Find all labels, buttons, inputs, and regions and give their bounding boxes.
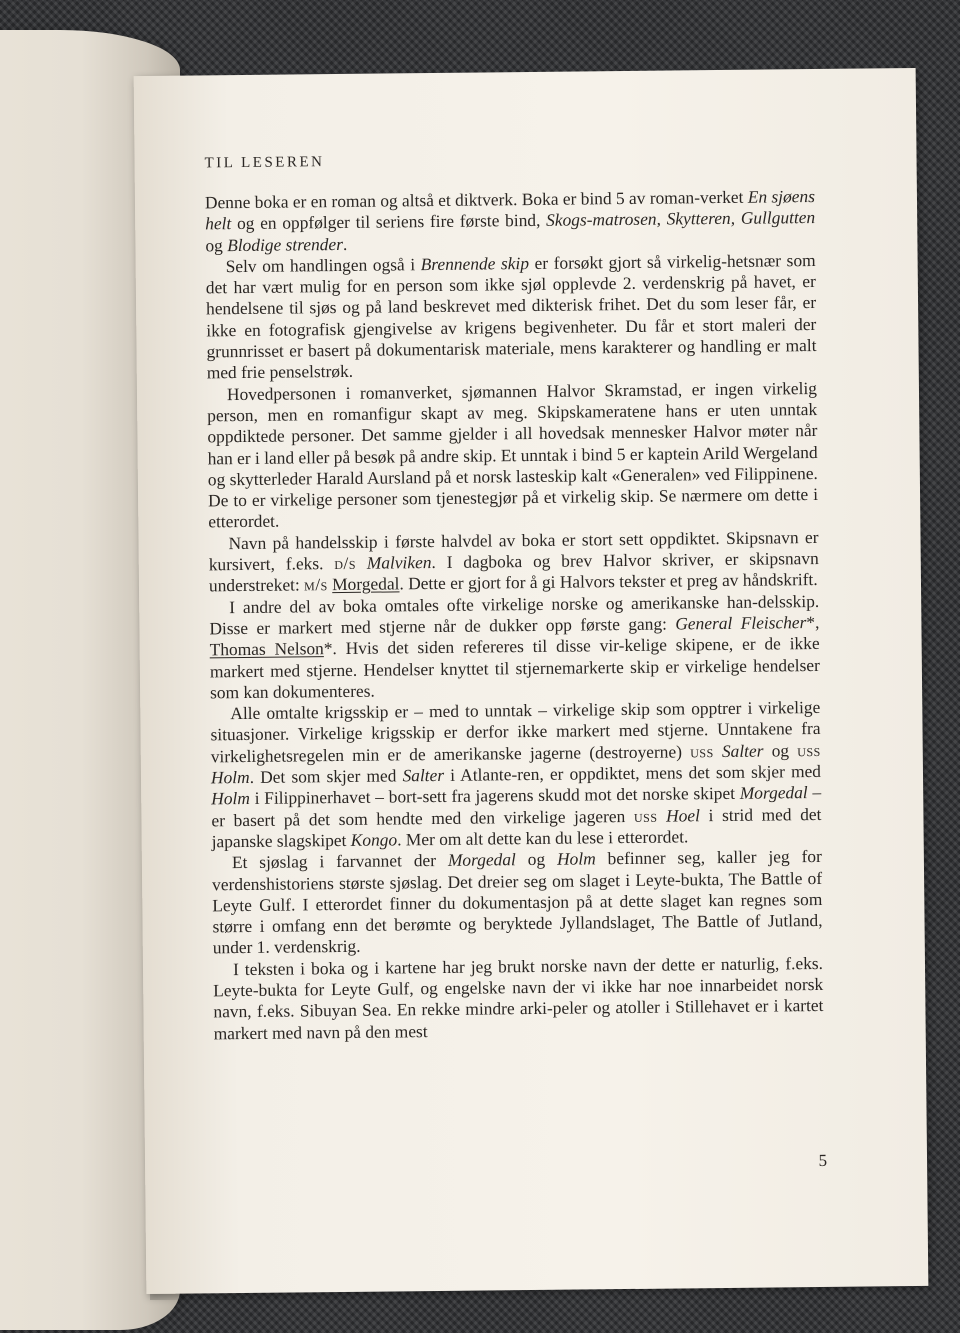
text-run: i Atlante-ren, er oppdiktet, mens det som skjer med bbox=[443, 760, 822, 785]
text-run: *. Hvis det siden refereres til disse vir-kelige skipene, er de ikke markert med stjerne. Hendelser knyttet til stjernemarkerte skip er virkelige hendelser som kan dokumenteres. bbox=[209, 633, 820, 703]
italic-ship-name: Holm bbox=[210, 766, 250, 788]
italic-ship-name: Morgedal bbox=[739, 782, 808, 804]
italic-ship-name: Salter bbox=[721, 740, 764, 761]
ship-prefix: uss bbox=[690, 740, 714, 762]
text-run: . bbox=[342, 233, 348, 254]
underlined-ship-name: Morgedal bbox=[332, 573, 400, 595]
text-run: og bbox=[205, 234, 228, 255]
text-run: – er basert på det som hendte med den virkelige jageren bbox=[211, 782, 822, 830]
italic-ship-name: Salter bbox=[402, 764, 445, 786]
italic-ship-name: Morgedal bbox=[447, 849, 516, 871]
paragraph-realism bbox=[206, 250, 817, 384]
text-run: Denne boka er en roman og altså et diktverk. Boka er bind 5 av roman-verket bbox=[204, 186, 748, 213]
text-run: er forsøkt gjort så virkelig-hetsnær som det har vært mulig for en person som ikke sjøl opplevde 2. verdenskrig på havet, er hendelsene til sjøs og på land beskrevet med dikterisk frihet. Det du som leser får, er ikke en fotografisk gjengivelse av krigens begivenheter. Du får et stort maleri der grunnrisset er basert på dokumentarisk materiale, mens karakterer og handling er malt med frie penselstrøk. bbox=[205, 249, 817, 383]
text-run: og bbox=[763, 739, 798, 761]
text-run: Selv om handlingen også i bbox=[225, 254, 421, 277]
paragraph-intro bbox=[205, 186, 816, 256]
italic-ship-name: Hoel bbox=[665, 804, 701, 826]
text-run: i strid med det japanske slagskipet bbox=[211, 803, 822, 852]
italic-ship-name: Holm bbox=[556, 848, 596, 869]
underlined-ship-name: Thomas Nelson bbox=[209, 638, 324, 660]
italic-ship-name: General Fleischer bbox=[675, 612, 807, 634]
text-run bbox=[657, 805, 666, 825]
text-run: . Mer om alt dette kan du lese i etterordet. bbox=[397, 826, 689, 850]
paragraph-sea-battle bbox=[212, 846, 823, 959]
ship-prefix: m/s bbox=[304, 574, 328, 595]
text-run: befinner seg, kaller jeg for verdenshistoriens største sjøslag. Det dreier seg om slaget i Leyte-bukta, The Battle of Leyte Gulf. I etterordet finner du dokumentasjon på at dette slaget kan regnes som større i omfang enn det berømte og beryktede Jyllandslaget, The Battle of Jutland, under 1. verdenskrig. bbox=[212, 846, 823, 958]
italic-title: Skogs-matrosen, Skytteren, Gullgutten bbox=[546, 207, 816, 231]
paragraph-place-names: I teksten i boka og i kartene har jeg brukt norske navn der dette er naturlig, f.eks. Leyte-bukta for Leyte Gulf, og engelske navn der vi ikke har noe innarbeidet norsk navn, f.eks. Sibuyan Sea. En rekke mindre arki-peler og atoller i Stillehavet er i kartet markert med navn på den mest bbox=[213, 952, 824, 1043]
paragraph-real-merchant-ships bbox=[209, 591, 820, 704]
page-number: 5 bbox=[818, 1150, 828, 1171]
text-run bbox=[356, 553, 367, 573]
italic-title: Blodige strender bbox=[227, 233, 344, 255]
text-run: og bbox=[515, 848, 558, 870]
text-run: . Det som skjer med bbox=[249, 765, 403, 787]
text-run: og en oppfølger til seriens fire første bind, bbox=[231, 210, 547, 234]
text-run: *, bbox=[806, 611, 820, 633]
italic-title: En sjøens helt bbox=[205, 186, 816, 234]
italic-ship-name: Holm bbox=[211, 788, 250, 809]
text-run: Et sjøslag i farvannet der bbox=[231, 850, 448, 873]
paragraph-ship-names bbox=[208, 527, 819, 597]
text-run: I andre del av boka omtales ofte virkelige norske og amerikanske han-delsskip. Disse er markert med stjerne når de dukker opp første gang: bbox=[209, 590, 820, 639]
paragraph-main-character: Hovedpersonen i romanverket, sjømannen Halvor Skramstad, er ingen virkelig person, men en romanfigur skapt av meg. Skipskameratene hans er uten unntak oppdiktede personer. Det samme gjelder i all hovedsak mennesker Halvor møter når han er i land eller på besøk på andre skip. Et unntak i bind 5 er kaptein Arild Wergeland og skytterleder Harald Aursland på et norsk lasteskip kalt «Generalen» ved Filippinene. De to er virkelige personer som tjenestegjør på et virkelig skip. Se nærmere om dette i etterordet. bbox=[207, 377, 819, 532]
text-run: . I dagboka og brev Halvor skriver, er skipsnavn understreket: bbox=[208, 548, 819, 596]
ship-prefix: uss bbox=[797, 739, 821, 760]
italic-title: Brennende skip bbox=[420, 252, 530, 275]
ship-prefix: d/s bbox=[334, 552, 357, 574]
italic-ship-name: Kongo bbox=[350, 829, 398, 850]
text-run: . Dette er gjort for å gi Halvors tekster et preg av håndskrift. bbox=[399, 569, 818, 594]
text-run: i Filippinerhavet – bort-sett fra jagerens skudd mot det norske skipet bbox=[249, 783, 740, 809]
text-run: Alle omtalte krigsskip er – med to unntak – virkelige skip som opptrer i virkelige situasjoner. Virkelige krigsskip er derfor ikke markert med stjerne. Unntakene fra virkelighetsregelen min er de amerikanske jagerne (destroyerne) bbox=[210, 697, 821, 767]
italic-ship-name: Malviken bbox=[366, 552, 432, 573]
page-content bbox=[204, 149, 823, 1044]
paragraph-warships bbox=[210, 697, 822, 852]
running-head: TIL LESEREN bbox=[204, 154, 325, 172]
ship-prefix: uss bbox=[633, 805, 658, 826]
text-run: Navn på handelsskip i første halvdel av boka er stort sett oppdiktet. Skipsnavn er kursivert, f.eks. bbox=[208, 526, 819, 575]
right-page bbox=[134, 68, 929, 1294]
